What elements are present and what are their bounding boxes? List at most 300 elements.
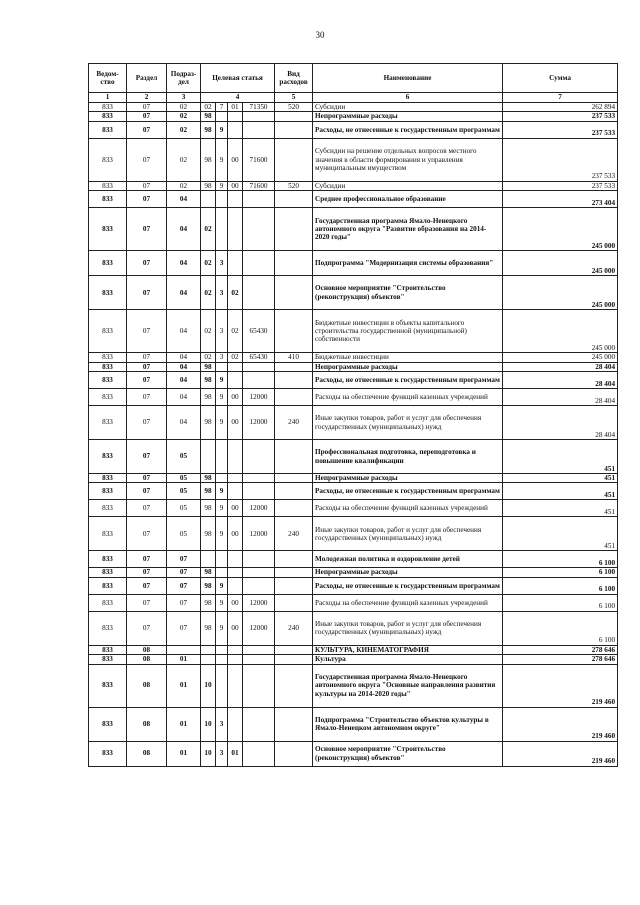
cell-event [228,483,243,500]
cell-direction [243,741,275,766]
cell-podrazdel: 05 [167,474,201,483]
cell-vid [275,389,313,406]
cell-ved: 833 [89,181,127,190]
cell-ved: 833 [89,372,127,389]
cell-subprogram: 9 [216,483,228,500]
cell-ved: 833 [89,406,127,440]
cell-vid: 240 [275,611,313,645]
cell-event [228,191,243,208]
header-sum: Сумма [503,64,618,93]
cell-name: КУЛЬТУРА, КИНЕМАТОГРАФИЯ [313,645,503,654]
cell-razdel: 07 [127,121,167,138]
cell-direction [243,121,275,138]
cell-subprogram: 9 [216,138,228,181]
cell-podrazdel: 02 [167,138,201,181]
cell-razdel: 07 [127,362,167,371]
cell-sum: 237 533 [503,138,618,181]
cell-razdel: 07 [127,483,167,500]
cell-podrazdel: 04 [167,362,201,371]
cell-podrazdel: 04 [167,353,201,362]
cell-direction [243,568,275,577]
cell-program: 98 [201,181,216,190]
cell-podrazdel: 04 [167,251,201,276]
cell-event [228,440,243,474]
cell-program: 98 [201,483,216,500]
table-row [89,103,618,112]
cell-direction [243,440,275,474]
header-vid: Вид расходов [275,64,313,93]
cell-ved: 833 [89,121,127,138]
cell-event [228,655,243,664]
cell-ved: 833 [89,655,127,664]
cell-podrazdel: 02 [167,181,201,190]
page-number: 30 [315,30,325,40]
cell-ved: 833 [89,645,127,654]
header-cel: Целевая статья [201,64,275,93]
cell-direction [243,362,275,371]
cell-razdel: 07 [127,594,167,611]
table-row [89,611,618,645]
cell-subprogram: 3 [216,353,228,362]
table-row [89,483,618,500]
cell-ved: 833 [89,500,127,517]
cell-sum: 451 [503,440,618,474]
cell-program [201,655,216,664]
cell-program: 98 [201,112,216,121]
cell-event [228,121,243,138]
cell-subprogram [216,474,228,483]
cell-direction [243,474,275,483]
cell-event: 00 [228,500,243,517]
table-row [89,362,618,371]
cell-podrazdel: 01 [167,741,201,766]
cell-direction [243,112,275,121]
cell-direction: 12000 [243,594,275,611]
cell-vid [275,362,313,371]
cell-sum: 28 404 [503,389,618,406]
cell-program: 10 [201,707,216,741]
table-row [89,664,618,707]
index-cell: 5 [275,93,313,103]
cell-podrazdel: 05 [167,440,201,474]
table-row [89,594,618,611]
cell-subprogram [216,664,228,707]
cell-name: Культура [313,655,503,664]
cell-subprogram: 9 [216,611,228,645]
cell-razdel: 08 [127,655,167,664]
cell-vid [275,208,313,251]
cell-ved: 833 [89,474,127,483]
table-row [89,389,618,406]
table-row [89,577,618,594]
cell-vid [275,551,313,568]
cell-podrazdel: 05 [167,500,201,517]
cell-razdel: 07 [127,551,167,568]
cell-ved: 833 [89,664,127,707]
cell-ved: 833 [89,440,127,474]
table-row [89,310,618,353]
cell-program: 98 [201,362,216,371]
cell-subprogram [216,645,228,654]
cell-razdel: 07 [127,181,167,190]
cell-direction [243,276,275,310]
cell-direction [243,191,275,208]
cell-sum: 219 460 [503,741,618,766]
cell-direction [243,551,275,568]
cell-vid [275,372,313,389]
cell-event [228,577,243,594]
cell-sum: 245 000 [503,310,618,353]
table-row [89,500,618,517]
cell-vid [275,568,313,577]
table-row [89,551,618,568]
cell-vid [275,440,313,474]
cell-sum: 6 100 [503,577,618,594]
cell-program: 98 [201,138,216,181]
cell-name: Иные закупки товаров, работ и услуг для обеспечения государственных (муниципальных) нужд [313,517,503,551]
cell-sum: 6 100 [503,568,618,577]
cell-event: 02 [228,276,243,310]
cell-vid [275,500,313,517]
cell-vid [275,594,313,611]
cell-event: 00 [228,517,243,551]
cell-sum: 278 646 [503,645,618,654]
cell-sum: 237 533 [503,112,618,121]
cell-podrazdel [167,645,201,654]
cell-podrazdel: 04 [167,276,201,310]
index-cell: 7 [503,93,618,103]
cell-name: Субсидии [313,181,503,190]
cell-vid [275,483,313,500]
cell-ved: 833 [89,594,127,611]
cell-direction [243,664,275,707]
cell-subprogram: 9 [216,406,228,440]
cell-razdel: 07 [127,103,167,112]
cell-subprogram: 3 [216,741,228,766]
table-row [89,517,618,551]
cell-subprogram: 9 [216,500,228,517]
cell-program: 98 [201,372,216,389]
cell-vid [275,310,313,353]
table-row [89,191,618,208]
cell-sum: 219 460 [503,664,618,707]
cell-name: Расходы на обеспечение функций казенных учреждений [313,500,503,517]
table-row [89,121,618,138]
table-row [89,741,618,766]
cell-event [228,568,243,577]
cell-razdel: 07 [127,251,167,276]
cell-podrazdel: 07 [167,594,201,611]
cell-program: 02 [201,251,216,276]
cell-ved: 833 [89,353,127,362]
cell-name: Непрограммные расходы [313,112,503,121]
cell-program: 98 [201,611,216,645]
cell-name: Бюджетные инвестиции в объекты капитального строительства государственной (муниципальной) собственности [313,310,503,353]
cell-podrazdel: 02 [167,112,201,121]
cell-name: Расходы, не отнесенные к государственным программам [313,121,503,138]
cell-direction: 65430 [243,310,275,353]
cell-name: Непрограммные расходы [313,568,503,577]
cell-program: 10 [201,741,216,766]
cell-event: 02 [228,310,243,353]
cell-subprogram: 9 [216,181,228,190]
cell-name: Бюджетные инвестиции [313,353,503,362]
cell-vid [275,276,313,310]
cell-event [228,474,243,483]
cell-program: 98 [201,594,216,611]
table-row [89,138,618,181]
cell-name: Среднее профессиональное образование [313,191,503,208]
cell-razdel: 08 [127,707,167,741]
cell-subprogram: 9 [216,594,228,611]
cell-podrazdel: 04 [167,389,201,406]
cell-subprogram: 9 [216,372,228,389]
cell-direction [243,707,275,741]
cell-subprogram [216,208,228,251]
cell-event [228,372,243,389]
table-row [89,112,618,121]
cell-razdel: 07 [127,611,167,645]
cell-subprogram: 9 [216,121,228,138]
cell-program [201,440,216,474]
cell-name: Государственная программа Ямало-Ненецкого автономного округа "Основные направления развития культуры на 2014-2020 годы" [313,664,503,707]
cell-vid: 240 [275,517,313,551]
cell-razdel: 07 [127,500,167,517]
cell-vid [275,707,313,741]
cell-razdel: 08 [127,741,167,766]
table-row [89,181,618,190]
cell-program [201,191,216,208]
table-row [89,645,618,654]
header-ved: Ведом-ство [89,64,127,93]
cell-sum: 237 533 [503,121,618,138]
cell-ved: 833 [89,103,127,112]
column-index-row [89,93,618,103]
cell-ved: 833 [89,707,127,741]
cell-subprogram [216,112,228,121]
cell-subprogram [216,191,228,208]
cell-ved: 833 [89,611,127,645]
cell-subprogram [216,362,228,371]
cell-sum: 451 [503,517,618,551]
cell-direction: 12000 [243,611,275,645]
header-podrazdel: Подраз-дел [167,64,201,93]
cell-ved: 833 [89,191,127,208]
table-row [89,372,618,389]
cell-podrazdel: 07 [167,577,201,594]
cell-event [228,707,243,741]
cell-subprogram [216,568,228,577]
cell-sum: 28 404 [503,362,618,371]
cell-sum: 6 100 [503,594,618,611]
cell-subprogram: 3 [216,707,228,741]
cell-sum: 451 [503,500,618,517]
cell-program: 98 [201,406,216,440]
cell-sum: 278 646 [503,655,618,664]
cell-name: Профессиональная подготовка, переподготовка и повышение квалификации [313,440,503,474]
cell-program: 98 [201,500,216,517]
table-row [89,406,618,440]
cell-event [228,112,243,121]
cell-program: 98 [201,577,216,594]
cell-vid [275,251,313,276]
cell-program: 98 [201,121,216,138]
cell-razdel: 07 [127,568,167,577]
cell-vid: 520 [275,181,313,190]
cell-razdel: 07 [127,474,167,483]
cell-vid [275,655,313,664]
cell-direction: 12000 [243,389,275,406]
cell-sum: 273 404 [503,191,618,208]
header-razdel: Раздел [127,64,167,93]
cell-vid [275,577,313,594]
cell-direction: 12000 [243,517,275,551]
cell-razdel: 07 [127,440,167,474]
cell-program: 02 [201,276,216,310]
cell-direction [243,577,275,594]
cell-name: Расходы, не отнесенные к государственным программам [313,372,503,389]
cell-name: Субсидии на решение отдельных вопросов местного значения в области формирования и управления муниципальным имуществом [313,138,503,181]
cell-ved: 833 [89,577,127,594]
cell-direction: 71600 [243,138,275,181]
index-cell: 2 [127,93,167,103]
cell-vid: 240 [275,406,313,440]
cell-name: Иные закупки товаров, работ и услуг для обеспечения государственных (муниципальных) нужд [313,611,503,645]
cell-sum: 237 533 [503,181,618,190]
cell-razdel: 07 [127,138,167,181]
table-row [89,655,618,664]
cell-name: Расходы на обеспечение функций казенных учреждений [313,594,503,611]
cell-podrazdel: 07 [167,568,201,577]
cell-sum: 245 000 [503,251,618,276]
cell-vid [275,741,313,766]
cell-event [228,362,243,371]
table-row [89,707,618,741]
cell-direction: 65430 [243,353,275,362]
cell-razdel: 08 [127,645,167,654]
cell-vid [275,112,313,121]
cell-program: 10 [201,664,216,707]
cell-subprogram [216,440,228,474]
cell-program [201,645,216,654]
cell-name: Непрограммные расходы [313,362,503,371]
cell-sum: 245 000 [503,276,618,310]
cell-program: 02 [201,353,216,362]
cell-subprogram: 9 [216,577,228,594]
cell-event: 00 [228,594,243,611]
cell-sum: 451 [503,483,618,500]
cell-direction [243,483,275,500]
table-row [89,474,618,483]
cell-name: Основное мероприятие "Строительство (реконструкция) объектов" [313,741,503,766]
cell-name: Подпрограмма "Строительство объектов культуры в Ямало-Ненецком автономном округе" [313,707,503,741]
cell-podrazdel: 01 [167,655,201,664]
cell-program: 98 [201,517,216,551]
cell-ved: 833 [89,389,127,406]
cell-sum: 6 100 [503,551,618,568]
cell-direction [243,645,275,654]
cell-event [228,208,243,251]
cell-event: 01 [228,103,243,112]
cell-name: Государственная программа Ямало-Ненецкого автономного округа "Развитие образования на 2014-2020 годы" [313,208,503,251]
cell-ved: 833 [89,517,127,551]
cell-sum: 28 404 [503,372,618,389]
cell-direction [243,655,275,664]
cell-ved: 833 [89,741,127,766]
cell-podrazdel: 07 [167,611,201,645]
cell-program: 02 [201,103,216,112]
cell-ved: 833 [89,362,127,371]
cell-name: Подпрограмма "Модернизация системы образования" [313,251,503,276]
cell-event [228,551,243,568]
cell-program [201,551,216,568]
cell-razdel: 08 [127,664,167,707]
cell-sum: 262 894 [503,103,618,112]
cell-event: 00 [228,611,243,645]
cell-direction: 12000 [243,500,275,517]
cell-podrazdel: 04 [167,310,201,353]
cell-event [228,645,243,654]
cell-sum: 219 460 [503,707,618,741]
table-row [89,276,618,310]
table-row [89,251,618,276]
cell-podrazdel: 04 [167,406,201,440]
cell-razdel: 07 [127,577,167,594]
cell-sum: 28 404 [503,406,618,440]
budget-table [88,63,618,767]
cell-podrazdel: 07 [167,551,201,568]
cell-name: Иные закупки товаров, работ и услуг для обеспечения государственных (муниципальных) нужд [313,406,503,440]
cell-direction [243,251,275,276]
cell-program: 02 [201,310,216,353]
cell-razdel: 07 [127,372,167,389]
cell-event: 00 [228,181,243,190]
cell-ved: 833 [89,276,127,310]
cell-program: 98 [201,568,216,577]
cell-direction [243,208,275,251]
table-row [89,353,618,362]
cell-podrazdel: 02 [167,103,201,112]
cell-sum: 245 000 [503,208,618,251]
cell-razdel: 07 [127,208,167,251]
cell-vid [275,645,313,654]
cell-podrazdel: 05 [167,483,201,500]
index-cell: 6 [313,93,503,103]
cell-event: 00 [228,389,243,406]
cell-subprogram [216,655,228,664]
cell-name: Субсидии [313,103,503,112]
cell-subprogram: 9 [216,517,228,551]
cell-event: 00 [228,406,243,440]
cell-razdel: 07 [127,112,167,121]
table-row [89,440,618,474]
cell-ved: 833 [89,208,127,251]
cell-program: 98 [201,389,216,406]
cell-vid: 520 [275,103,313,112]
cell-vid [275,191,313,208]
cell-razdel: 07 [127,406,167,440]
cell-ved: 833 [89,551,127,568]
cell-subprogram: 3 [216,251,228,276]
cell-podrazdel: 01 [167,707,201,741]
cell-sum: 245 000 [503,353,618,362]
cell-event [228,251,243,276]
cell-razdel: 07 [127,276,167,310]
cell-podrazdel: 04 [167,208,201,251]
cell-vid [275,121,313,138]
index-cell: 1 [89,93,127,103]
cell-razdel: 07 [127,353,167,362]
